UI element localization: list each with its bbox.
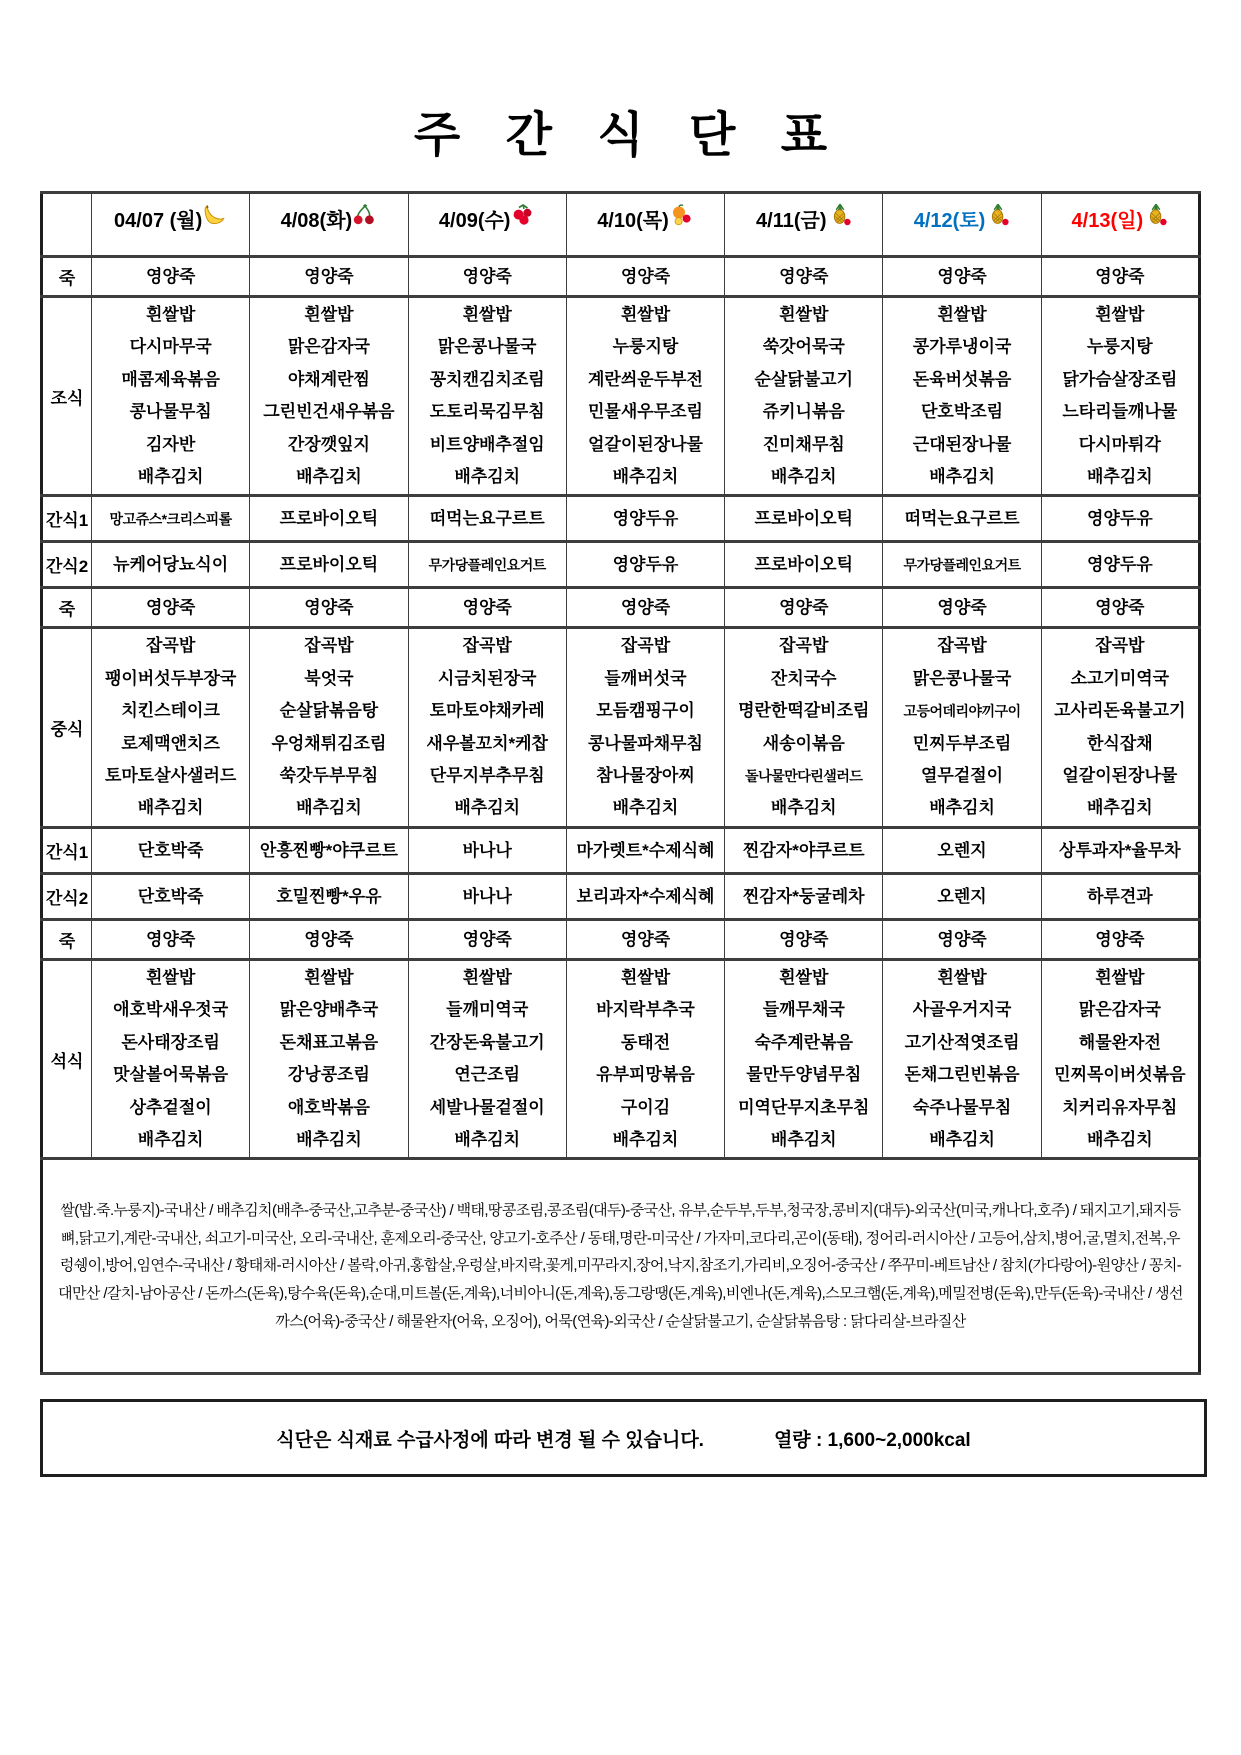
menu-cell xyxy=(408,919,566,959)
menu-item: 콩나물무침 xyxy=(129,402,212,422)
menu-item: 배추김치 xyxy=(929,467,995,487)
menu-item: 배추김치 xyxy=(137,798,204,818)
menu-item: 배추김치 xyxy=(929,1129,995,1149)
menu-item: 소고기미역국 xyxy=(1070,668,1170,688)
menu-item: 배추김치 xyxy=(1086,467,1153,487)
row-label: 죽 xyxy=(42,588,92,628)
menu-item: 들깨미역국 xyxy=(446,1000,529,1020)
menu-item: 참나물장아찌 xyxy=(596,766,695,786)
menu-item: 영양죽 xyxy=(937,266,987,286)
menu-item: 팽이버섯두부장국 xyxy=(104,668,237,688)
menu-item: 잡곡밥 xyxy=(304,636,354,656)
menu-cell xyxy=(250,919,408,959)
row-label: 간식1 xyxy=(42,827,92,873)
calories-note: 열량 : 1,600~2,000kcal xyxy=(773,1429,971,1451)
row-label: 죽 xyxy=(42,257,92,297)
menu-cell xyxy=(1041,257,1199,297)
menu-cell xyxy=(725,827,883,873)
menu-item: 영양죽 xyxy=(620,598,671,618)
menu-item: 잡곡밥 xyxy=(462,636,512,656)
menu-item: 그린빈건새우볶음 xyxy=(263,402,395,422)
menu-cell xyxy=(92,919,250,959)
menu-item: 잔치국수 xyxy=(770,668,837,688)
menu-cell xyxy=(566,873,724,919)
menu-item: 바지락부추국 xyxy=(596,1000,695,1020)
menu-cell xyxy=(883,542,1041,588)
menu-cell xyxy=(408,959,566,1158)
menu-item: 배추김치 xyxy=(454,1129,521,1149)
menu-item: 단호박죽 xyxy=(137,840,204,860)
menu-item: 계란씌운두부전 xyxy=(588,369,703,389)
menu-cell xyxy=(92,827,250,873)
menu-cell xyxy=(883,297,1041,496)
menu-table xyxy=(40,191,1201,1375)
menu-item: 배추김치 xyxy=(296,798,362,818)
menu-item: 숙주나물무침 xyxy=(912,1097,1012,1117)
menu-item: 영양죽 xyxy=(779,598,829,618)
menu-item: 토마토야채카레 xyxy=(429,701,545,721)
menu-item: 돈사태장조림 xyxy=(121,1032,220,1052)
menu-item: 영양죽 xyxy=(620,929,671,949)
menu-cell xyxy=(725,919,883,959)
menu-item: 돈채표고볶음 xyxy=(279,1032,379,1052)
menu-item: 배추김치 xyxy=(612,1129,679,1149)
menu-item: 민찌목이버섯볶음 xyxy=(1054,1065,1186,1085)
menu-item: 흰쌀밥 xyxy=(937,967,987,987)
menu-item: 돌나물만다린샐러드 xyxy=(745,768,863,785)
menu-item: 배추김치 xyxy=(454,798,521,818)
menu-cell xyxy=(1041,542,1199,588)
menu-cell xyxy=(92,297,250,496)
menu-item: 바나나 xyxy=(462,886,512,906)
corner-cell xyxy=(42,193,92,257)
menu-change-note: 식단은 식재료 수급사정에 따라 변경 될 수 있습니다. xyxy=(276,1429,704,1451)
menu-item: 배추김치 xyxy=(296,467,362,487)
menu-item: 고기산적엿조림 xyxy=(904,1032,1020,1052)
menu-item: 프로바이오틱 xyxy=(754,509,854,529)
row-label: 조식 xyxy=(42,297,92,496)
day-label: 4/13(일) xyxy=(1071,210,1144,232)
menu-item: 떠먹는요구르트 xyxy=(429,509,545,529)
menu-item: 영양죽 xyxy=(146,266,196,286)
menu-row-간식2-7 xyxy=(42,873,1200,919)
berries-icon xyxy=(511,203,535,227)
origin-row xyxy=(42,1159,1200,1374)
menu-item: 얼갈이된장나물 xyxy=(1062,766,1178,786)
menu-item: 망고쥬스*크리스피롤 xyxy=(109,511,232,528)
menu-item: 흰쌀밥 xyxy=(1095,967,1145,987)
menu-item: 세발나물겉절이 xyxy=(429,1097,545,1117)
menu-item: 흰쌀밥 xyxy=(462,305,512,324)
menu-item: 순살닭볶음탕 xyxy=(279,701,379,721)
menu-item: 맑은콩나물국 xyxy=(912,668,1012,688)
menu-cell xyxy=(566,628,724,827)
menu-cell xyxy=(883,588,1041,628)
menu-cell xyxy=(725,628,883,827)
menu-row-석식-9 xyxy=(42,959,1200,1158)
menu-cell xyxy=(1041,919,1199,959)
menu-item: 잡곡밥 xyxy=(779,636,829,656)
menu-item: 떠먹는요구르트 xyxy=(904,509,1020,529)
menu-item: 돈채그린빈볶음 xyxy=(904,1065,1020,1085)
menu-cell xyxy=(1041,628,1199,827)
menu-item: 뉴케어당뇨식이 xyxy=(113,555,229,575)
menu-item: 배추김치 xyxy=(454,467,521,487)
menu-item: 배추김치 xyxy=(770,467,837,487)
menu-cell xyxy=(883,873,1041,919)
pineapple-icon xyxy=(828,203,852,227)
menu-table-body xyxy=(42,193,1200,1374)
menu-row-간식2-3 xyxy=(42,542,1200,588)
menu-item: 명란한떡갈비조림 xyxy=(738,701,870,721)
menu-item: 치킨스테이크 xyxy=(121,701,220,721)
origin-note: 쌀(밥.죽.누룽지)-국내산 / 배추김치(배추-중국산,고추분-중국산) / 백태,땅콩조림,콩조림(대두)-중국산, 유부,순두부,두부,청국장,콩비지(대두)-외국산(미국,캐나다,호주) / 돼지고기,돼지등뼈,닭고기,계란-국내산, 쇠고기-미국산, 오리-국내산, 훈제오리-중국산, 양고기-호주산 / 동태,명란-미국산 / 가자미,코다리,곤이(동태), 정어리-러시아산 / 고등어,삼치,병어,굴,멸치,전복,우렁쉥이,방어,임연수-국내산 / 황태채-러시아산 / 볼락,아귀,홍합살,우렁살,바지락,꽃게,미꾸라지,장어,낙지,참조기,가리비,오징어-중국산 / 쭈꾸미-베트남산 / 참치(가다랑어)-원양산 / 꽁치-대만산 /갈치-남아공산 / 돈까스(돈육),탕수육(돈육),순대,미트볼(돈,계육),너비아니(돈,계육),동그랑땡(돈,계육),비엔나(돈,계육),스모크햄(돈,계육),메밀전병(돈육),만두(돈육)-국내산 / 생선까스(어육)-중국산 / 해물완자(어육, 오징어), 어묵(연육)-외국산 / 순살닭불고기, 순살닭볶음탕 : 닭다리살-브라질산 xyxy=(58,1201,1183,1330)
menu-item: 북엇국 xyxy=(304,668,354,688)
menu-cell xyxy=(1041,588,1199,628)
menu-item: 배추김치 xyxy=(770,1129,837,1149)
menu-item: 무가당플레인요거트 xyxy=(903,557,1021,574)
menu-item: 단무지부추무침 xyxy=(429,766,545,786)
menu-item: 찐감자*둥굴레차 xyxy=(742,886,865,906)
pineapple-icon xyxy=(1144,203,1168,227)
menu-item: 들깨무채국 xyxy=(762,1000,845,1020)
day-label: 4/12(토) xyxy=(913,210,986,232)
menu-row-조식-1 xyxy=(42,297,1200,496)
row-label: 간식1 xyxy=(42,496,92,542)
menu-item: 영양죽 xyxy=(620,266,671,286)
day-header xyxy=(566,193,724,257)
menu-cell xyxy=(883,959,1041,1158)
menu-cell xyxy=(250,257,408,297)
menu-cell xyxy=(1041,827,1199,873)
menu-item: 흰쌀밥 xyxy=(304,305,354,324)
menu-item: 흰쌀밥 xyxy=(779,305,829,324)
day-header xyxy=(883,193,1041,257)
day-header xyxy=(250,193,408,257)
menu-item: 한식잡채 xyxy=(1086,733,1153,753)
menu-item: 배추김치 xyxy=(1086,1129,1153,1149)
menu-cell xyxy=(566,496,724,542)
menu-cell xyxy=(725,588,883,628)
menu-item: 김자반 xyxy=(146,434,196,454)
menu-cell xyxy=(725,873,883,919)
banana-icon xyxy=(203,203,227,227)
menu-item: 영양죽 xyxy=(146,598,196,618)
menu-item: 연근조림 xyxy=(454,1065,521,1085)
menu-item: 흰쌀밥 xyxy=(620,305,671,324)
menu-cell xyxy=(883,496,1041,542)
row-label: 중식 xyxy=(42,628,92,827)
menu-item: 야채계란찜 xyxy=(287,369,370,389)
menu-item: 잡곡밥 xyxy=(620,636,671,656)
menu-item: 치커리유자무침 xyxy=(1062,1097,1178,1117)
menu-cell xyxy=(250,496,408,542)
menu-cell xyxy=(408,628,566,827)
menu-item: 영양죽 xyxy=(462,598,512,618)
pineapple-icon xyxy=(986,203,1010,227)
menu-item: 호밀찐빵*우유 xyxy=(276,886,382,906)
menu-item: 영양죽 xyxy=(937,929,987,949)
menu-item: 간장돈육불고기 xyxy=(429,1032,545,1052)
menu-item: 새송이볶음 xyxy=(762,733,845,753)
footer-note-box xyxy=(40,1399,1207,1477)
menu-cell xyxy=(1041,873,1199,919)
menu-item: 영양두유 xyxy=(1086,555,1153,575)
menu-item: 모듬캠핑구이 xyxy=(596,701,695,721)
day-header xyxy=(1041,193,1199,257)
menu-item: 영양죽 xyxy=(304,266,354,286)
menu-item: 강낭콩조림 xyxy=(287,1065,370,1085)
menu-row-간식1-2 xyxy=(42,496,1200,542)
menu-item: 순살닭불고기 xyxy=(754,369,854,389)
menu-item: 맑은감자국 xyxy=(1078,1000,1161,1020)
menu-cell xyxy=(92,959,250,1158)
menu-cell xyxy=(725,297,883,496)
menu-cell xyxy=(92,496,250,542)
fruit-mix-icon xyxy=(670,203,694,227)
menu-cell xyxy=(1041,297,1199,496)
menu-cell xyxy=(408,873,566,919)
menu-cell xyxy=(1041,496,1199,542)
day-label: 4/11(금) xyxy=(756,210,827,232)
menu-cell xyxy=(408,257,566,297)
menu-cell xyxy=(250,542,408,588)
day-label: 4/09(수) xyxy=(438,210,511,232)
menu-cell xyxy=(566,588,724,628)
menu-item: 애호박새우젓국 xyxy=(113,1000,229,1020)
menu-item: 미역단무지초무침 xyxy=(738,1097,870,1117)
menu-item: 구이김 xyxy=(620,1097,671,1117)
menu-cell xyxy=(92,873,250,919)
menu-item: 배추김치 xyxy=(770,798,837,818)
menu-item: 보리과자*수제식혜 xyxy=(576,886,715,906)
menu-cell xyxy=(408,588,566,628)
menu-cell xyxy=(250,959,408,1158)
menu-cell xyxy=(408,496,566,542)
menu-item: 배추김치 xyxy=(929,798,995,818)
menu-item: 닭가슴살장조림 xyxy=(1062,369,1178,389)
menu-item: 바나나 xyxy=(462,840,512,860)
menu-item: 고등어데리야끼구이 xyxy=(903,703,1021,720)
row-label: 간식2 xyxy=(42,873,92,919)
menu-item: 단호박조림 xyxy=(920,402,1004,422)
row-label: 죽 xyxy=(42,919,92,959)
menu-cell xyxy=(1041,959,1199,1158)
menu-item: 배추김치 xyxy=(137,1129,204,1149)
day-header-row xyxy=(42,193,1200,257)
menu-item: 프로바이오틱 xyxy=(279,555,379,575)
menu-item: 흰쌀밥 xyxy=(937,305,987,324)
menu-item: 영양죽 xyxy=(304,598,354,618)
menu-item: 배추김치 xyxy=(612,798,679,818)
menu-item: 영양죽 xyxy=(779,929,829,949)
menu-item: 누룽지탕 xyxy=(1086,337,1153,357)
menu-item: 간장깻잎지 xyxy=(287,434,370,454)
menu-row-죽-0 xyxy=(42,257,1200,297)
row-label: 간식2 xyxy=(42,542,92,588)
menu-item: 고사리돈육불고기 xyxy=(1054,701,1186,721)
menu-item: 영양죽 xyxy=(462,929,512,949)
menu-item: 흰쌀밥 xyxy=(304,967,354,987)
day-header xyxy=(725,193,883,257)
menu-item: 쑥갓어묵국 xyxy=(762,337,845,357)
menu-cell xyxy=(250,628,408,827)
menu-item: 흰쌀밥 xyxy=(462,967,512,987)
menu-cell xyxy=(408,827,566,873)
menu-item: 배추김치 xyxy=(612,467,679,487)
menu-item: 오렌지 xyxy=(937,886,987,906)
menu-item: 비트양배추절임 xyxy=(429,434,545,454)
menu-item: 민물새우무조림 xyxy=(588,402,703,422)
menu-item: 맛살볼어묵볶음 xyxy=(113,1065,229,1085)
origin-cell xyxy=(42,1159,1200,1374)
menu-cell xyxy=(250,827,408,873)
menu-cell xyxy=(883,257,1041,297)
menu-cell xyxy=(566,257,724,297)
menu-item: 매콤제육볶음 xyxy=(121,369,220,389)
menu-cell xyxy=(883,628,1041,827)
menu-item: 마가렛트*수제식혜 xyxy=(576,840,715,860)
menu-cell xyxy=(883,827,1041,873)
day-label: 04/07 (월) xyxy=(114,210,203,232)
page-title: 주 간 식 단 표 xyxy=(413,109,844,162)
menu-item: 영양죽 xyxy=(1095,929,1145,949)
menu-item: 꽁치캔김치조림 xyxy=(429,369,545,389)
menu-item: 맑은양배추국 xyxy=(279,1000,379,1020)
menu-item: 동태전 xyxy=(620,1032,671,1052)
menu-item: 영양죽 xyxy=(1095,266,1145,286)
menu-item: 유부피망볶음 xyxy=(596,1065,695,1085)
menu-item: 콩나물파채무침 xyxy=(588,733,703,753)
menu-item: 프로바이오틱 xyxy=(279,509,379,529)
menu-cell xyxy=(250,297,408,496)
menu-item: 콩가루냉이국 xyxy=(912,337,1012,357)
menu-cell xyxy=(408,542,566,588)
menu-item: 다시마튀각 xyxy=(1078,434,1161,454)
menu-cell xyxy=(92,628,250,827)
menu-item: 잡곡밥 xyxy=(146,636,196,656)
menu-cell xyxy=(566,297,724,496)
menu-cell xyxy=(92,257,250,297)
menu-item: 흰쌀밥 xyxy=(620,967,671,987)
day-header xyxy=(408,193,566,257)
menu-item: 영양죽 xyxy=(779,266,829,286)
menu-item: 물만두양념무침 xyxy=(746,1065,862,1085)
menu-item: 안흥찐빵*야쿠르트 xyxy=(259,840,398,860)
menu-cell xyxy=(566,959,724,1158)
menu-item: 프로바이오틱 xyxy=(754,555,854,575)
menu-cell xyxy=(725,496,883,542)
menu-cell xyxy=(566,827,724,873)
menu-item: 사골우거지국 xyxy=(912,1000,1012,1020)
menu-item: 배추김치 xyxy=(296,1129,362,1149)
menu-item: 찐감자*야쿠르트 xyxy=(742,840,865,860)
menu-item: 오렌지 xyxy=(937,840,987,860)
menu-cell xyxy=(92,542,250,588)
menu-item: 흰쌀밥 xyxy=(146,305,196,324)
menu-item: 영양죽 xyxy=(1095,598,1145,618)
menu-row-간식1-6 xyxy=(42,827,1200,873)
day-header xyxy=(92,193,250,257)
menu-item: 다시마무국 xyxy=(129,337,212,357)
menu-item: 열무겉절이 xyxy=(920,766,1004,786)
menu-item: 들깨버섯국 xyxy=(604,668,687,688)
menu-item: 무가당플레인요거트 xyxy=(428,557,546,574)
menu-item: 쑥갓두부무침 xyxy=(279,766,379,786)
menu-item: 영양두유 xyxy=(1086,509,1153,529)
menu-item: 누룽지탕 xyxy=(612,337,679,357)
menu-item: 시금치된장국 xyxy=(437,668,537,688)
menu-item: 진미채무침 xyxy=(762,434,845,454)
menu-item: 영양두유 xyxy=(612,509,679,529)
menu-item: 배추김치 xyxy=(1086,798,1153,818)
menu-row-중식-5 xyxy=(42,628,1200,827)
menu-cell xyxy=(92,588,250,628)
menu-item: 민찌두부조림 xyxy=(912,733,1012,753)
menu-item: 영양죽 xyxy=(304,929,354,949)
menu-item: 잡곡밥 xyxy=(937,636,987,656)
menu-cell xyxy=(408,297,566,496)
menu-item: 영양두유 xyxy=(612,555,679,575)
menu-item: 흰쌀밥 xyxy=(146,967,196,987)
day-label: 4/10(목) xyxy=(597,210,669,232)
menu-cell xyxy=(566,542,724,588)
menu-item: 맑은감자국 xyxy=(287,337,370,357)
menu-cell xyxy=(566,919,724,959)
menu-item: 새우볼꼬치*케찹 xyxy=(426,733,548,753)
menu-item: 토마토살사샐러드 xyxy=(104,766,237,786)
menu-cell xyxy=(725,542,883,588)
menu-cell xyxy=(250,588,408,628)
day-label: 4/08(화) xyxy=(280,210,353,232)
menu-row-죽-4 xyxy=(42,588,1200,628)
menu-item: 단호박죽 xyxy=(137,886,204,906)
menu-item: 도토리묵김무침 xyxy=(429,402,545,422)
menu-row-죽-8 xyxy=(42,919,1200,959)
menu-item: 숙주계란볶음 xyxy=(754,1032,854,1052)
menu-item: 근대된장나물 xyxy=(912,434,1012,454)
menu-item: 흰쌀밥 xyxy=(779,967,829,987)
menu-cell xyxy=(725,257,883,297)
menu-item: 해물완자전 xyxy=(1078,1032,1161,1052)
menu-item: 로제맥앤치즈 xyxy=(121,733,220,753)
menu-item: 영양죽 xyxy=(146,929,196,949)
menu-item: 상투과자*율무차 xyxy=(1059,840,1181,860)
menu-item: 애호박볶음 xyxy=(287,1097,370,1117)
menu-cell xyxy=(725,959,883,1158)
row-label: 석식 xyxy=(42,959,92,1158)
menu-item: 쥬키니볶음 xyxy=(762,402,845,422)
menu-item: 느타리들깨나물 xyxy=(1062,402,1178,422)
menu-cell xyxy=(883,919,1041,959)
menu-item: 돈육버섯볶음 xyxy=(912,369,1012,389)
cherry-icon xyxy=(353,203,377,227)
menu-item: 배추김치 xyxy=(137,467,204,487)
menu-item: 하루견과 xyxy=(1086,886,1153,906)
menu-cell xyxy=(250,873,408,919)
menu-item: 상추겉절이 xyxy=(129,1097,212,1117)
menu-item: 흰쌀밥 xyxy=(1095,305,1145,324)
menu-item: 영양죽 xyxy=(937,598,987,618)
menu-item: 맑은콩나물국 xyxy=(437,337,537,357)
menu-item: 잡곡밥 xyxy=(1095,636,1145,656)
menu-item: 우엉채튀김조림 xyxy=(271,733,387,753)
menu-item: 얼갈이된장나물 xyxy=(588,434,703,454)
menu-item: 영양죽 xyxy=(462,266,512,286)
